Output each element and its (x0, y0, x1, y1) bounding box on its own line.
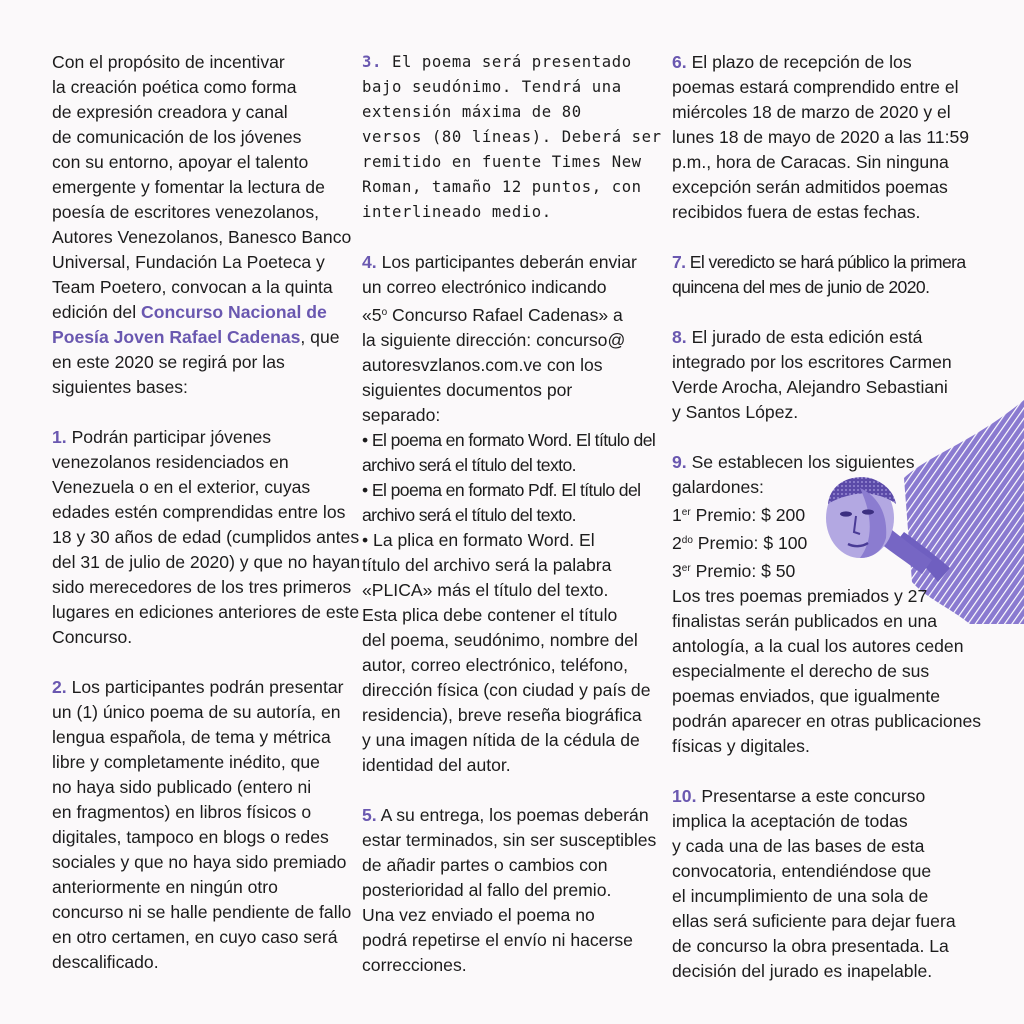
base-line: especialmente el derecho de sus (672, 661, 930, 681)
base-line (672, 784, 972, 809)
base-line: y una imagen nítida de la cédula de (362, 730, 640, 750)
base-line: archivo será el título del texto. (362, 505, 576, 525)
intro-line (52, 300, 352, 325)
intro-line: con su entorno, apoyar el talento (52, 152, 309, 172)
ordinal-superscript: o (381, 307, 388, 318)
base-line: físicas y digitales. (672, 736, 810, 756)
base-line: anteriormente en ningún otro (52, 877, 278, 897)
base-5 (362, 803, 662, 978)
base-line: posterioridad al fallo del premio. (362, 880, 612, 900)
prize-second (672, 528, 972, 556)
base-line: del 31 de julio de 2020) y que no hayan (52, 552, 361, 572)
base-line: descalificado. (52, 952, 159, 972)
base-line: correcciones. (362, 955, 467, 975)
base-line (672, 50, 972, 75)
base-line: y Santos López. (672, 402, 799, 422)
base-number: 7. (672, 252, 686, 272)
base-line: versos (80 líneas). Deberá ser (362, 128, 662, 146)
base-line: excepción serán admitidos poemas (672, 177, 948, 197)
base-line: poemas enviados, que igualmente (672, 686, 940, 706)
base-line: Los tres poemas premiados y 27 (672, 586, 928, 606)
base-line: residencia), breve reseña biográfica (362, 705, 642, 725)
prize-amount: Premio: $ 200 (690, 505, 806, 525)
base-text: Los participantes podrán presentar (66, 677, 344, 697)
prize-ordinal: 2 (672, 533, 682, 553)
intro-text: edición del (52, 302, 142, 322)
ordinal-superscript: er (681, 507, 691, 518)
base-text: Los participantes deberán enviar (376, 252, 637, 272)
base-4 (362, 250, 662, 778)
base-line: un correo electrónico indicando (362, 277, 607, 297)
base-line: quincena del mes de junio de 2020. (672, 277, 930, 297)
base-line: del poema, seudónimo, nombre del (362, 630, 638, 650)
base-line (362, 300, 662, 328)
base-number: 1. (52, 427, 67, 447)
base-line: estar terminados, sin ser susceptibles (362, 830, 657, 850)
base-line: edades estén comprendidas entre los (52, 502, 346, 522)
bullet-line: • La plica en formato Word. El (362, 530, 595, 550)
base-line: siguientes documentos por (362, 380, 573, 400)
base-line: recibidos fuera de estas fechas. (672, 202, 921, 222)
base-line: decisión del jurado es inapelable. (672, 961, 933, 981)
base-line: Esta plica debe contener el título (362, 605, 618, 625)
base-3 (362, 50, 662, 225)
contest-email-line: la siguiente dirección: concurso@ (362, 330, 626, 350)
prize-ordinal: 1 (672, 505, 682, 525)
base-line: título del archivo será la palabra (362, 555, 612, 575)
base-line: autor, correo electrónico, teléfono, (362, 655, 629, 675)
column-3 (672, 50, 982, 1009)
base-line: no haya sido publicado (entero ni (52, 777, 312, 797)
base-line (362, 803, 662, 828)
base-line: galardones: (672, 477, 764, 497)
base-7 (672, 250, 972, 300)
base-line: podrán aparecer en otras publicaciones (672, 711, 982, 731)
base-text: El plazo de recepción de los (686, 52, 912, 72)
base-number: 5. (362, 805, 377, 825)
base-line: identidad del autor. (362, 755, 511, 775)
contest-name-highlight: Poesía Joven Rafael Cadenas (52, 327, 301, 347)
prize-first (672, 500, 972, 528)
base-number: 10. (672, 786, 697, 806)
intro-line: poesía de escritores venezolanos, (52, 202, 319, 222)
bullet-line: • El poema en formato Pdf. El título del (362, 480, 641, 500)
base-line: podrá repetirse el envío ni hacerse (362, 930, 633, 950)
ordinal-superscript: do (681, 535, 693, 546)
base-line: finalistas serán publicados en una (672, 611, 938, 631)
intro-line: de expresión creadora y canal (52, 102, 288, 122)
prize-amount: Premio: $ 100 (692, 533, 808, 553)
prize-amount: Premio: $ 50 (690, 561, 796, 581)
base-number: 2. (52, 677, 67, 697)
base-number: 8. (672, 327, 687, 347)
base-line (672, 450, 972, 475)
base-text: El poema será presentado (381, 53, 632, 71)
column-2 (362, 50, 662, 1003)
base-line: sido merecedores de los tres primeros (52, 577, 352, 597)
base-number: 3. (362, 53, 382, 71)
base-line (362, 250, 662, 275)
base-line: Verde Arocha, Alejandro Sebastiani (672, 377, 948, 397)
base-line (672, 250, 972, 275)
base-text: Concurso Rafael Cadenas» a (387, 305, 623, 325)
base-line: convocatoria, entendiéndose que (672, 861, 932, 881)
base-text: El jurado de esta edición está (686, 327, 923, 347)
base-line: «PLICA» más el título del texto. (362, 580, 609, 600)
base-line (672, 325, 972, 350)
base-text: A su entrega, los poemas deberán (376, 805, 649, 825)
base-line: bajo seudónimo. Tendrá una (362, 78, 622, 96)
column-1 (52, 50, 361, 1000)
base-line: archivo será el título del texto. (362, 455, 576, 475)
prize-ordinal: 3 (672, 561, 682, 581)
base-text: El veredicto se hará público la primera (685, 252, 966, 272)
base-line: lengua española, de tema y métrica (52, 727, 331, 747)
base-line: p.m., hora de Caracas. Sin ninguna (672, 152, 949, 172)
base-2 (52, 675, 352, 975)
intro-line: emergente y fomentar la lectura de (52, 177, 325, 197)
base-line: integrado por los escritores Carmen (672, 352, 952, 372)
base-line: 18 y 30 años de edad (cumplidos antes (52, 527, 360, 547)
contest-email-line: autoresvzlanos.com.ve con los (362, 355, 603, 375)
base-line: interlineado medio. (362, 203, 552, 221)
base-line: y cada una de las bases de esta (672, 836, 925, 856)
intro-line: Universal, Fundación La Poeteca y (52, 252, 325, 272)
intro-line: Autores Venezolanos, Banesco Banco (52, 227, 352, 247)
base-line: concurso ni se halle pendiente de fallo (52, 902, 352, 922)
base-line: en fragmentos) en libros físicos o (52, 802, 312, 822)
base-line: lugares en ediciones anteriores de este (52, 602, 360, 622)
base-text: Presentarse a este concurso (696, 786, 926, 806)
prize-third (672, 556, 972, 584)
base-line: miércoles 18 de marzo de 2020 y el (672, 102, 951, 122)
intro-paragraph (52, 50, 352, 400)
base-line: en otro certamen, en cuyo caso será (52, 927, 338, 947)
base-line: remitido en fuente Times New (362, 153, 642, 171)
ordinal-superscript: er (681, 563, 691, 574)
base-line: venezolanos residenciados en (52, 452, 289, 472)
intro-line: en este 2020 se regirá por las (52, 352, 285, 372)
intro-line: la creación poética como forma (52, 77, 297, 97)
base-number: 9. (672, 452, 687, 472)
base-6 (672, 50, 972, 225)
intro-line: de comunicación de los jóvenes (52, 127, 302, 147)
base-line: de añadir partes o cambios con (362, 855, 608, 875)
base-line: dirección física (con ciudad y país de (362, 680, 651, 700)
base-number: 4. (362, 252, 377, 272)
base-line: Venezuela o en el exterior, cuyas (52, 477, 311, 497)
base-line: lunes 18 de mayo de 2020 a las 11:59 (672, 127, 970, 147)
intro-line (52, 325, 352, 350)
base-line: Una vez enviado el poema no (362, 905, 595, 925)
base-8 (672, 325, 972, 425)
base-line: antología, a la cual los autores ceden (672, 636, 964, 656)
base-number: 6. (672, 52, 687, 72)
base-line (52, 425, 352, 450)
base-line (362, 50, 662, 75)
base-line: extensión máxima de 80 (362, 103, 582, 121)
bullet-line: • El poema en formato Word. El título del (362, 430, 656, 450)
base-line: implica la aceptación de todas (672, 811, 908, 831)
base-line: ellas será suficiente para dejar fuera (672, 911, 956, 931)
base-line: un (1) único poema de su autoría, en (52, 702, 341, 722)
base-line: sociales y que no haya sido premiado (52, 852, 347, 872)
base-line: el incumplimiento de una sola de (672, 886, 929, 906)
base-1 (52, 425, 361, 650)
base-text: Se establecen los siguientes (686, 452, 915, 472)
intro-line: siguientes bases: (52, 377, 188, 397)
base-9 (672, 450, 982, 759)
base-line: libre y completamente inédito, que (52, 752, 320, 772)
base-text: Podrán participar jóvenes (66, 427, 272, 447)
intro-text: , que (300, 327, 340, 347)
contest-name-highlight: Concurso Nacional de (141, 302, 327, 322)
base-10 (672, 784, 972, 984)
base-line: digitales, tampoco en blogs o redes (52, 827, 329, 847)
base-line: separado: (362, 405, 441, 425)
base-text: «5 (362, 305, 382, 325)
base-line: Roman, tamaño 12 puntos, con (362, 178, 642, 196)
base-line: poemas estará comprendido entre el (672, 77, 959, 97)
base-line: Concurso. (52, 627, 133, 647)
intro-line: Team Poetero, convocan a la quinta (52, 277, 333, 297)
base-line: de concurso la obra presentada. La (672, 936, 949, 956)
intro-line: Con el propósito de incentivar (52, 52, 285, 72)
base-line (52, 675, 352, 700)
